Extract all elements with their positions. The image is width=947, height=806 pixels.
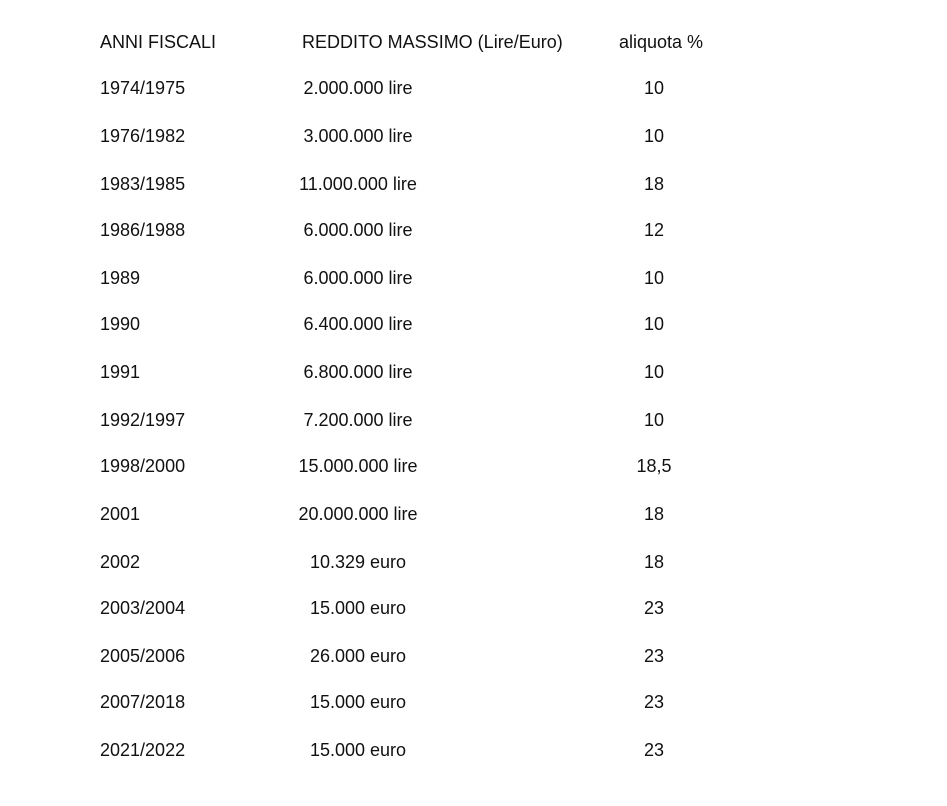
table-row bbox=[0, 454, 947, 478]
header-years: ANNI FISCALI bbox=[100, 32, 217, 52]
years-cell: 1992/1997 bbox=[100, 410, 186, 430]
income-cell: 7.200.000 lire bbox=[303, 410, 413, 430]
income-cell: 26.000 euro bbox=[309, 646, 407, 666]
years-cell: 1974/1975 bbox=[100, 78, 186, 98]
table-header-row bbox=[0, 30, 947, 54]
table-row bbox=[0, 76, 947, 100]
years-cell: 1998/2000 bbox=[100, 456, 186, 476]
table-row bbox=[0, 738, 947, 762]
income-cell: 2.000.000 lire bbox=[303, 78, 413, 98]
years-cell: 1991 bbox=[100, 362, 141, 382]
years-cell: 2007/2018 bbox=[100, 692, 186, 712]
income-cell: 10.329 euro bbox=[309, 552, 407, 572]
rate-cell: 23 bbox=[643, 598, 665, 618]
income-cell: 6.000.000 lire bbox=[303, 268, 413, 288]
income-cell: 15.000 euro bbox=[309, 598, 407, 618]
rate-cell: 10 bbox=[643, 362, 665, 382]
table-row bbox=[0, 644, 947, 668]
rate-cell: 23 bbox=[643, 692, 665, 712]
rate-cell: 10 bbox=[643, 410, 665, 430]
income-cell: 6.800.000 lire bbox=[303, 362, 413, 382]
header-income: REDDITO MASSIMO (Lire/Euro) bbox=[302, 32, 563, 52]
table-row bbox=[0, 266, 947, 290]
years-cell: 2001 bbox=[100, 504, 141, 524]
rate-cell: 23 bbox=[643, 646, 665, 666]
rate-cell: 18 bbox=[643, 552, 665, 572]
table-row bbox=[0, 360, 947, 384]
rate-cell: 10 bbox=[643, 268, 665, 288]
years-cell: 2002 bbox=[100, 552, 141, 572]
rate-cell: 10 bbox=[643, 314, 665, 334]
table-row bbox=[0, 690, 947, 714]
header-rate: aliquota % bbox=[619, 32, 704, 52]
income-cell: 20.000.000 lire bbox=[298, 504, 418, 524]
table-row bbox=[0, 312, 947, 336]
years-cell: 1989 bbox=[100, 268, 141, 288]
table-row bbox=[0, 550, 947, 574]
years-cell: 2005/2006 bbox=[100, 646, 186, 666]
rate-cell: 10 bbox=[643, 78, 665, 98]
table-row bbox=[0, 172, 947, 196]
income-cell: 6.000.000 lire bbox=[303, 220, 413, 240]
years-cell: 1990 bbox=[100, 314, 141, 334]
income-cell: 11.000.000 lire bbox=[299, 174, 417, 194]
table-row bbox=[0, 124, 947, 148]
income-cell: 15.000 euro bbox=[309, 740, 407, 760]
income-cell: 15.000 euro bbox=[309, 692, 407, 712]
years-cell: 2021/2022 bbox=[100, 740, 186, 760]
rate-cell: 12 bbox=[643, 220, 665, 240]
years-cell: 2003/2004 bbox=[100, 598, 186, 618]
years-cell: 1976/1982 bbox=[100, 126, 186, 146]
rate-cell: 23 bbox=[643, 740, 665, 760]
table-row bbox=[0, 502, 947, 526]
rate-cell: 18 bbox=[643, 174, 665, 194]
table-row bbox=[0, 218, 947, 242]
rate-cell: 18 bbox=[643, 504, 665, 524]
table-row bbox=[0, 408, 947, 432]
rate-cell: 10 bbox=[643, 126, 665, 146]
years-cell: 1986/1988 bbox=[100, 220, 186, 240]
table-row bbox=[0, 596, 947, 620]
income-cell: 6.400.000 lire bbox=[303, 314, 413, 334]
income-cell: 15.000.000 lire bbox=[298, 456, 418, 476]
rate-cell: 18,5 bbox=[636, 456, 672, 476]
income-cell: 3.000.000 lire bbox=[303, 126, 413, 146]
years-cell: 1983/1985 bbox=[100, 174, 186, 194]
